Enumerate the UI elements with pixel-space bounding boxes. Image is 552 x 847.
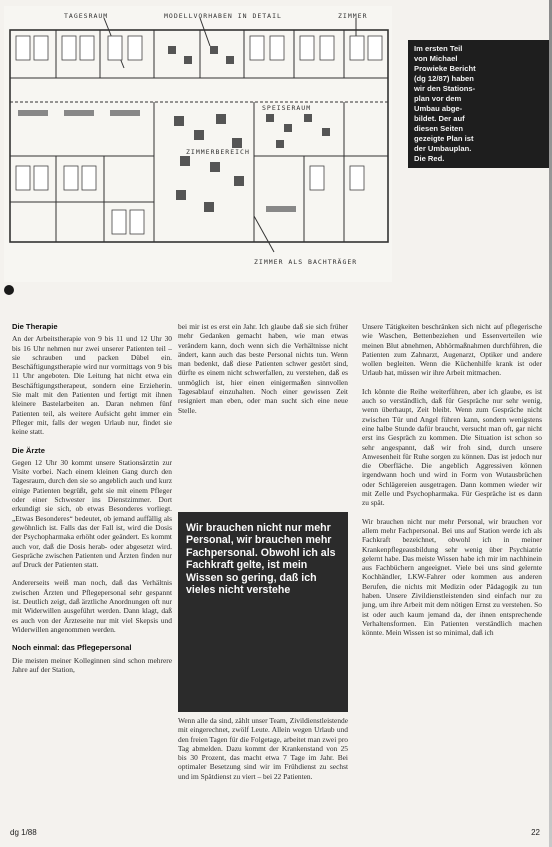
plan-label-zimmerbereich: ZIMMERBEREICH bbox=[186, 148, 250, 156]
column-2-continued bbox=[178, 716, 348, 781]
caption-line: der Umbauplan. bbox=[414, 144, 472, 153]
paragraph: An der Arbeitstherapie von 9 bis 11 und 12 Uhr 30 bis 16 Uhr nehmen nur zwei unserer Patienten teil – sie schrauben und packen Dübel ein. Beschäftigungstherapie wird nur vormittags von 9 bis 11 Uhr angeboten. Die Leitung hat nicht etwa ein Beschäftigungstherapeut, sondern eine Erzieherin. Sie malt mit den Patienten und fertigt mit ihnen kleinere Bastelarbeiten an. Daran nehmen fünf Patienten teil, als weitere Aufsicht geht immer ein Pfleger mit, falls der wegen Urlaub nur, findet sie keine statt. bbox=[12, 334, 172, 437]
plan-label-speiseraum: SPEISERAUM bbox=[262, 104, 312, 112]
column-3 bbox=[362, 322, 542, 647]
issue-label: dg 1/88 bbox=[10, 828, 37, 837]
caption-line: von Michael bbox=[414, 54, 458, 63]
caption-line: wir den Stations- bbox=[414, 84, 476, 93]
floor-plan-drawing bbox=[4, 6, 392, 282]
caption-line: gezeigte Plan ist bbox=[414, 134, 474, 143]
caption-line: bildet. Der auf bbox=[414, 114, 465, 123]
plan-label-title: MODELLVORHABEN IN DETAIL bbox=[164, 12, 282, 20]
paragraph: Andererseits weiß man noch, daß das Verhältnis zwischen Ärzten und Pflegepersonal sehr gespannt ist. Deutlich zeigt, daß ärztliche Anordnungen oft nur mit Widerwillen ausgeführt werden. Dann klagt, daß es auch von der Ärzteseite nur mit viel Skepsis und Widerwillen angenommen werden. bbox=[12, 578, 172, 634]
caption-line: (dg 12/87) haben bbox=[414, 74, 474, 83]
caption-line: plan vor dem bbox=[414, 94, 462, 103]
editorial-caption bbox=[408, 40, 552, 168]
caption-line: Im ersten Teil bbox=[414, 44, 463, 53]
column-1 bbox=[12, 322, 172, 683]
caption-line: Prowieke Bericht bbox=[414, 64, 476, 73]
page-number: 22 bbox=[531, 828, 540, 837]
caption-line: Umbau abge- bbox=[414, 104, 463, 113]
paragraph: Gegen 12 Uhr 30 kommt unsere Stationsärztin zur Visite vorbei. Nach einem kleinen Gang durch den Tagesraum, durch den sie so angeblich auch und kurz einige Patienten begrüßt, geht sie mit einem Pfleger oder einer Schwester ins Dienstzimmer. Dort erkundigt sie sich, ob etwas Besonderes vorliegt. „Etwas Besonderes“ bedeutet, ob jemand auffällig als gewöhnlich ist. Falls das der Fall ist, wird die Dosis der Psychopharmaka erhöht oder geändert. Es kommt auch vor, daß die Dosis herab- oder abgesetzt wird. Gespräche zwischen Patienten und Ärzten finden nur auf Druck der Patienten statt. bbox=[12, 457, 172, 570]
heading-aerzte: Die Ärzte bbox=[12, 445, 45, 455]
heading-therapie: Die Therapie bbox=[12, 322, 58, 331]
binder-hole bbox=[4, 285, 14, 295]
paragraph: Wenn alle da sind, zählt unser Team, Zivildienstleistende mit eingerechnet, zwölf Leute. Allein wegen Urlaub und den freien Tagen für die Folgetage, arbeitet man zwei pro Tag abmelden. Dazu kommt der Krankenstand von 25 bis 30 Prozent, das macht etwa 7 Tage im Jahr. Bei optimaler Besetzung sind wir im Frühdienst zu sechst und im Spätdienst zu viert – bei 22 Patienten. bbox=[178, 716, 348, 781]
paragraph: Ich könnte die Reihe weiterführen, aber ich glaube, es ist auch so verständlich, daß für Gespräche nur sehr wenig, wenn überhaupt, Zeit bleibt. Wenn zum Gespräche nicht zwischen Tür und Angel führen kann, sondern wenigstens eine halbe Stunde dafür braucht, versucht man oft, gar nicht erst ins Gespräch zu kommen. Die Situation ist schon so sehr angespannt, daß wir froh sind, durch unsere Anwesenheit für Ruhe sorgen zu können. Das ist jedoch nur die Oberfläche. Die angeblich Aggressiven können irgendwann hoch und wird in Form von Wutausbrüchen oder Schlägereien ausgetragen. Dann kommen wieder wir mit Zelle und Psychopharmaka. Für Gespräche ist es dann zu spät. bbox=[362, 386, 542, 508]
floor-plan bbox=[4, 6, 392, 282]
plan-label-zimmer: ZIMMER bbox=[338, 12, 368, 20]
paragraph: Wir brauchen nicht nur mehr Personal, wir brauchen vor allem mehr Fachpersonal. Bei uns auf Station werde ich als Fachkraft bezeichnet, obwohl ich in meiner Krankenpflegeausbildung sehr wenig über Psychiatrie gelernt habe. Das meiste Wissen habe ich mir im nachhinein aus Fachbüchern angeeignet. Viele bei uns sind gelernte Kochhändler, LKW-Fahrer oder kommen aus anderen Berufen, die nichts mit Medizin oder Pädagogik zu tun haben. Unsere Zivildienstleistenden sind einfach nur zu jung, um ihre Arbeit mit dem nötigen Ernst zu verstehen. So ist oder auch kaum jemand da, der ihnen entsprechende Verhaltensformen. Ein Patienten verständlich machen könnte. Mein Wissen ist so minimal, daß ich bbox=[362, 516, 542, 638]
plan-label-bottom: ZIMMER ALS BACHTRÄGER bbox=[254, 258, 358, 266]
heading-pflegepersonal: Noch einmal: das Pflegepersonal bbox=[12, 643, 132, 653]
column-2 bbox=[178, 322, 348, 424]
paragraph: bei mir ist es erst ein Jahr. Ich glaube daß sie sich früher mehr Gedanken gemacht haben, wie man etwas verändern kann, doch wenn sich die Verhältnisse nicht ändert, kann auch das beste Personal nichts tun. Wenn man bedenkt, daß diese Patienten schwer gestört sind, dürfte es einem nicht schwerfallen, zu verstehen, daß es unmöglich ist, hier einen einigermaßen sinnvollen Tagesablauf einzuhalten. Noch einer gewissen Zeit resigniert man eben, oder man sucht sich eine neue Stelle. bbox=[178, 322, 348, 415]
paragraph: Die meisten meiner Kolleginnen sind schon mehrere Jahre auf der Station, bbox=[12, 655, 172, 674]
pull-quote: Wir brauchen nicht nur mehr Personal, wir brauchen mehr Fachpersonal. Obwohl ich als Fachkraft gelte, ist mein Wissen so gering, daß ich vieles nicht verstehe bbox=[178, 512, 348, 712]
caption-line: diesen Seiten bbox=[414, 124, 463, 133]
caption-line: Die Red. bbox=[414, 154, 445, 163]
paragraph: Unsere Tätigkeiten beschränken sich nicht auf pflegerische wie Waschen, Bettenbeziehen und Essenverteilen wie meinen Blut abnehmen, Abhörmaßnahmen durchführen, die Patienten zum Zahnarzt, Augenarzt, Optiker und andere wollen begleiten. Wenn die Küchenhilfe krank ist oder Urlaub hat, müssen wir ihre Arbeit mitmachen. bbox=[362, 322, 542, 378]
plan-label-tagesraum: TAGESRAUM bbox=[64, 12, 109, 20]
